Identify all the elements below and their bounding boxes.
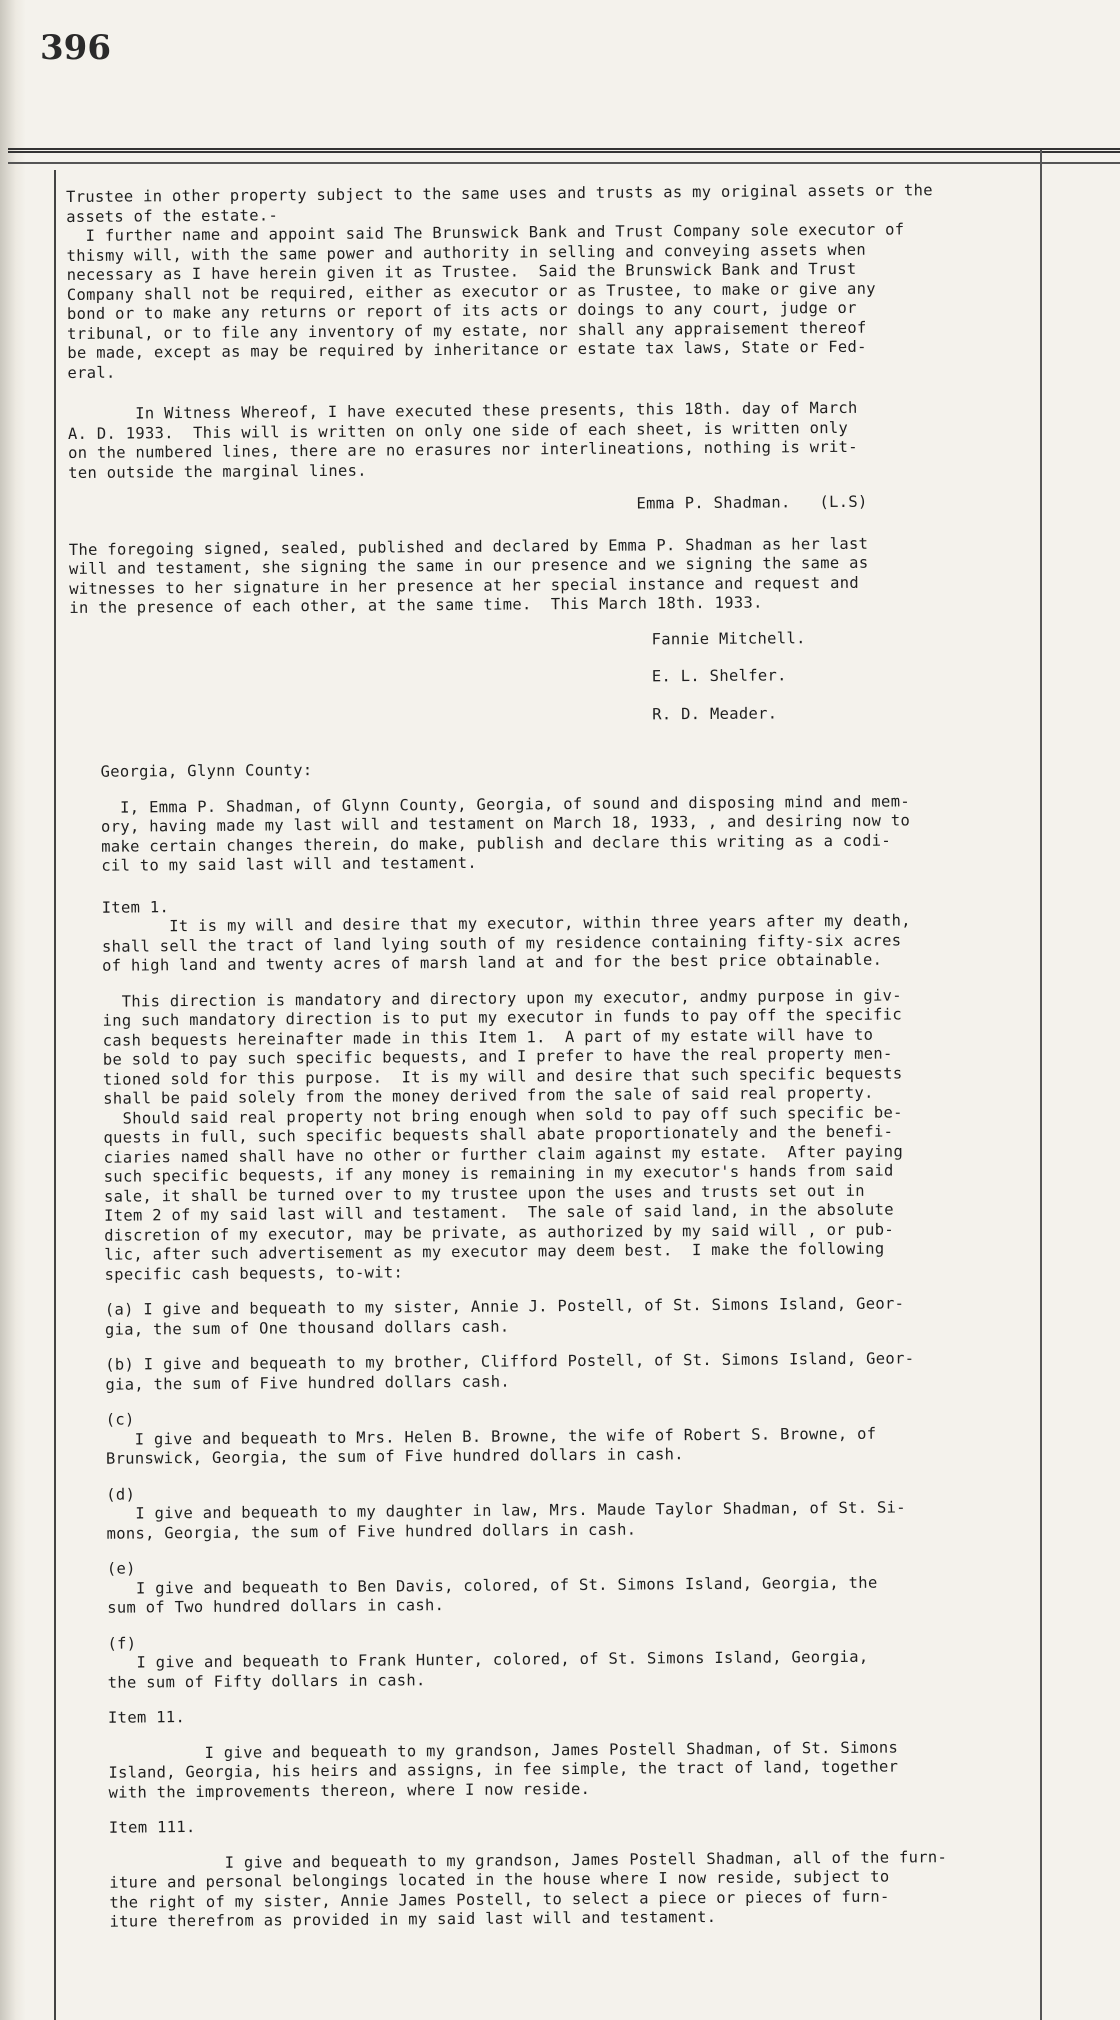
- item-1-label: Item 1.: [101, 897, 170, 917]
- document-body: [66, 180, 1110, 1933]
- bequest-c: I give and bequeath to Mrs. Helen B. Browne, the wife of Robert S. Browne, of Brunswick, Georgia, the sum of Five hundred dollars in cash.: [105, 1424, 877, 1468]
- paragraph-item-3: I give and bequeath to my grandson, James Postell Shadman, all of the furn- iture and personal belongings located in the house where I now reside, subject to the right of my sister, Annie James Postell, to select a piece or pieces of furn- iture therefrom as provided in my said last will and testament.: [109, 1847, 948, 1931]
- paragraph-codicil-intro: I, Emma P. Shadman, of Glynn County, Georgia, of sound and disposing mind and mem- ory, having made my last will and testament on March 18, 1933, , and desiring now to make certain changes therein, do make, publish and declare this writing as a codi- cil to my said last will and testament.: [100, 791, 911, 875]
- bequest-f: I give and bequeath to Frank Hunter, colored, of St. Simons Island, Georgia, the sum of Fifty dollars in cash.: [107, 1647, 869, 1692]
- bequest-a: (a) I give and bequeath to my sister, Annie J. Postell, of St. Simons Island, Geor- gia, the sum of One thousand dollars cash.: [104, 1294, 905, 1339]
- bequest-d-label: (d): [106, 1484, 136, 1504]
- bequest-b: (b) I give and bequeath to my brother, Clifford Postell, of St. Simons Island, Geor- gia, the sum of Five hundred dollars cash.: [105, 1349, 915, 1394]
- item-2-label: Item 11.: [107, 1708, 186, 1727]
- page-binding-edge: [0, 0, 26, 2020]
- bequest-f-label: (f): [107, 1633, 137, 1653]
- paragraph-item-1-sale: It is my will and desire that my executor, within three years after my death, shall sell the tract of land lying south of my residence containing fifty-six acres of high land and twenty acres of marsh land at and for the best price obtainable.: [101, 911, 911, 975]
- paragraph-attestation: The foregoing signed, sealed, published and declared by Emma P. Shadman as her last will and testament, she signing the same in our presence and we signing the same as witnesses to her signature in her presence at her special instance and request and in the presence of each other, at the same time. This March 18th. 1933.: [68, 534, 869, 617]
- venue-heading: Georgia, Glynn County:: [100, 761, 313, 781]
- witness-signature-2: E. L. Shelfer.: [651, 666, 787, 686]
- bequest-d: I give and bequeath to my daughter in law, Mrs. Maude Taylor Shadman, of St. Si- mons, Georgia, the sum of Five hundred dollars in cash.: [106, 1498, 906, 1543]
- bequest-e: I give and bequeath to Ben Davis, colored, of St. Simons Island, Georgia, the sum of Two hundred dollars in cash.: [106, 1573, 878, 1617]
- bequest-e-label: (e): [106, 1559, 136, 1578]
- bequest-c-label: (c): [105, 1410, 135, 1429]
- paragraph-item-1-direction: This direction is mandatory and directory upon my executor, andmy purpose in giv- ing such mandatory direction is to put my executor in funds to pay off the specific cash bequests hereinafter made in this Item 1. A part of my estate will have to be sold to pay such specific bequests, and I prefer to have the real property men- tioned sold for this purpose. It is my will and desire that such specific bequests shall be paid solely from the money derived from the sale of said real property. Should said real property not bring enough when sold to pay off such specific be- quests in full, such specific bequests shall abate proportionately and the benefi- ciaries named shall have no other or further claim against my estate. After paying such specific bequests, if any money is remaining in my executor's hands from said sale, it shall be turned over to my trustee upon the uses and trusts set out in Item 2 of my said last will and testament. The sale of said land, in the absolute discretion of my executor, may be private, as authorized by my said will , or pub- lic, after such advertisement as my executor may deem best. I make the following specific cash bequests, to-wit:: [102, 985, 904, 1284]
- paragraph-witness-whereof: In Witness Whereof, I have executed these presents, this 18th. day of March A. D. 1933. This will is written on only one side of each sheet, is written only on the numbered lines, there are no erasures nor interlineations, nothing is writ- ten outside the marginal lines.: [67, 398, 858, 482]
- testator-signature: Emma P. Shadman. (L.S): [636, 492, 868, 513]
- witness-signature-3: R. D. Meader.: [652, 703, 778, 723]
- top-rule: [8, 162, 1120, 164]
- left-margin-line: [54, 170, 56, 2020]
- page-number: 396: [40, 28, 111, 68]
- item-3-label: Item 111.: [108, 1818, 196, 1837]
- paragraph-item-2: I give and bequeath to my grandson, James Postell Shadman, of St. Simons Island, Georgia, his heirs and assigns, in fee simple, the tract of land, together with the improvements thereon, where I now reside.: [108, 1738, 899, 1802]
- paragraph-executor-appointment: I further name and appoint said The Brunswick Bank and Trust Company sole executor of thismy will, with the same power and authority in selling and conveying assets when necessary as I have herein given it as Trustee. Said the Brunswick Bank and Trust Company shall not be required, either as executor or as Trustee, to make or give any bond or to make any returns or report of its acts or doings to any court, judge or tribunal, or to file any inventory of my estate, nor shall any appraisement thereof be made, except as may be required by inheritance or estate tax laws, State or Fed- eral.: [66, 220, 905, 382]
- paragraph-trustee-assets: Trustee in other property subject to the same uses and trusts as my original assets or the assets of the estate.-: [66, 181, 933, 226]
- top-double-rule: [8, 148, 1120, 153]
- witness-signature-1: Fannie Mitchell.: [651, 628, 806, 648]
